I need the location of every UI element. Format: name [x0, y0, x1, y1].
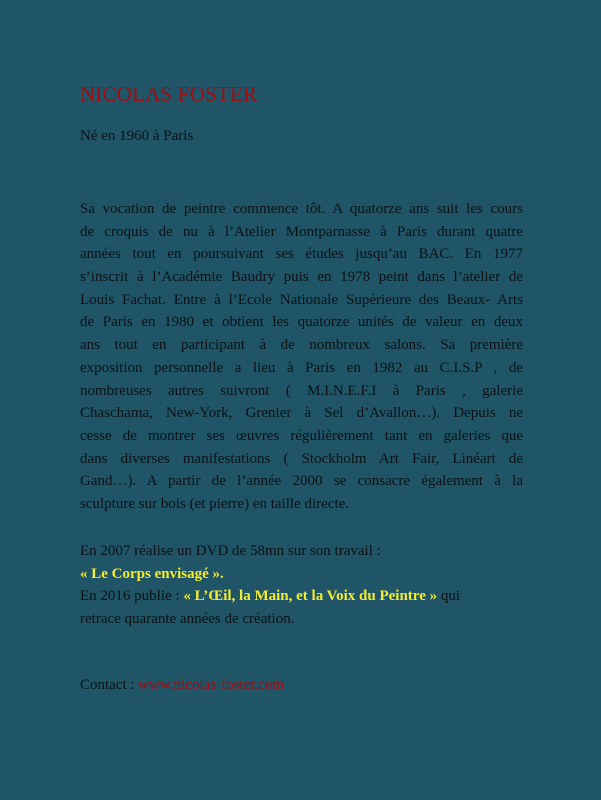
bio-line: cesse de montrer ses œuvres régulièrement tant en galeries que	[80, 427, 523, 444]
bio-line: Louis Fachat. Entre à l’Ecole Nationale Supérieure des Beaux- Arts	[80, 291, 523, 308]
website-link[interactable]: www.nicolas-foster.com	[138, 677, 284, 693]
biography-paragraph	[80, 198, 523, 516]
bio-line: dans diverses manifestations ( Stockholm Art Fair, Linéart de	[80, 450, 523, 467]
bio-line: Sa vocation de peintre commence tôt. A quatorze ans suit les cours	[80, 201, 523, 217]
book-prefix: En 2016 publie :	[80, 588, 184, 605]
bio-line: s’inscrit à l’Académie Baudry puis en 1978 peint dans l’atelier de	[80, 269, 523, 286]
dvd-text: En 2007 réalise un DVD de 58mn sur son travail :	[80, 543, 381, 559]
works-section	[80, 540, 540, 631]
book-line	[80, 585, 540, 608]
bio-line: de croquis de nu à l’Atelier Montparnasse à Paris durant quatre	[80, 223, 523, 240]
book-line-2: retrace quarante années de création.	[80, 611, 295, 628]
bio-line: nombreuses autres suivront ( M.I.N.E.F.I à Paris , galerie	[80, 382, 523, 399]
bio-line: années tout en poursuivant ses études jusqu’au BAC. En 1977	[80, 246, 523, 263]
book-title: « L’Œil, la Main, et la Voix du Peintre »	[183, 588, 438, 605]
bio-line: Gand…). A partir de l’année 2000 se consacre également à la	[80, 473, 523, 490]
bio-line: Chaschama, New-York, Grenier à Sel d’Avallon…). Depuis ne	[80, 405, 523, 422]
book-suffix: qui	[437, 588, 461, 605]
artist-name-title: NICOLAS FOSTER	[80, 82, 258, 106]
bio-line: ans tout en participant à de nombreux salons. Sa première	[80, 337, 523, 354]
contact-line	[80, 677, 284, 694]
bio-line: exposition personnelle a lieu à Paris en 1982 au C.I.S.P , de	[80, 359, 523, 376]
contact-label: Contact :	[80, 677, 139, 693]
bio-line: sculpture sur bois (et pierre) en taille directe.	[80, 495, 350, 512]
birth-info: Né en 1960 à Paris	[80, 128, 194, 144]
bio-line: de Paris en 1980 et obtient les quatorze unités de valeur en deux	[80, 314, 523, 331]
dvd-title: « Le Corps envisagé ».	[80, 565, 224, 582]
